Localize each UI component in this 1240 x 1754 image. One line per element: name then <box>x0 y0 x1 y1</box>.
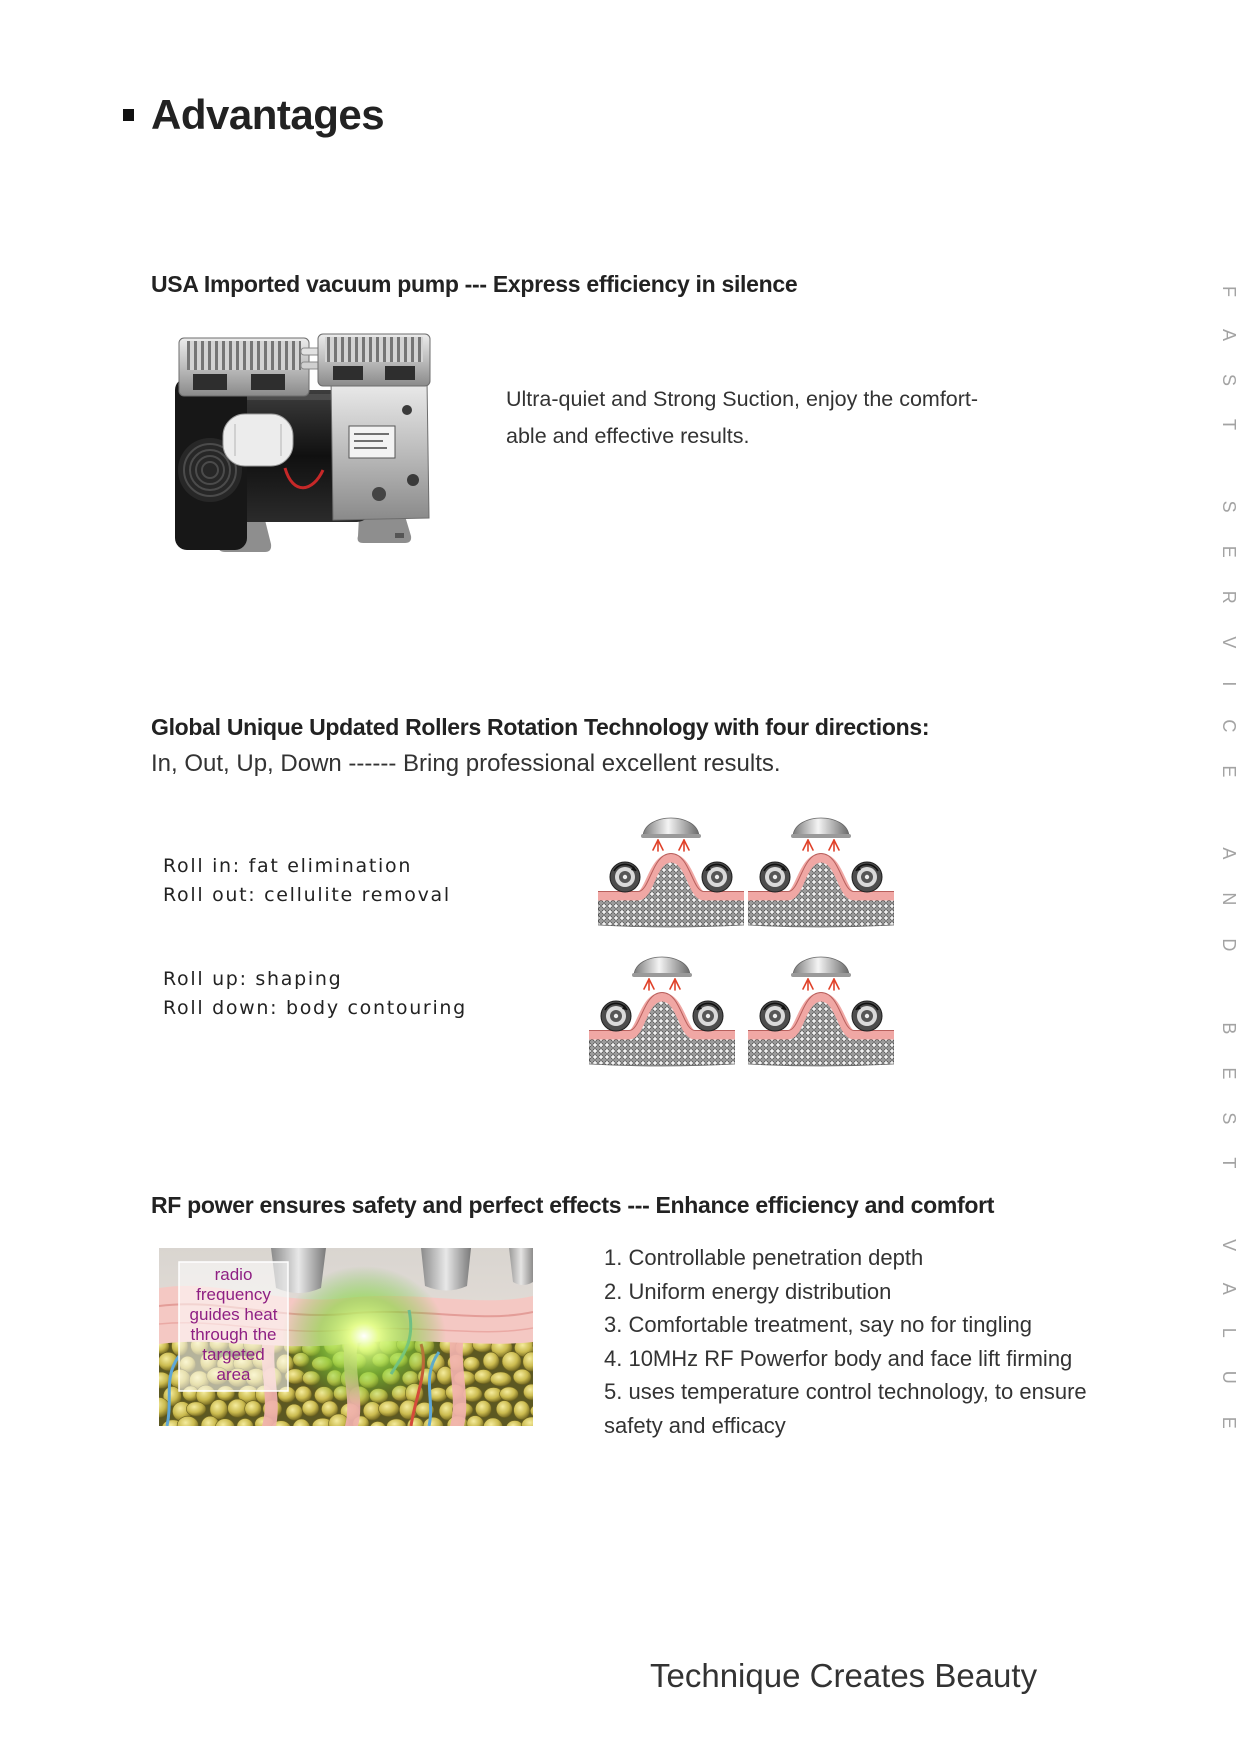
square-bullet-icon <box>123 109 134 121</box>
roll-mode-down: Roll down: body contouring <box>163 997 467 1019</box>
caption-line: through the <box>190 1325 277 1344</box>
capacitor <box>223 414 293 466</box>
pump-description-line: able and effective results. <box>506 424 750 448</box>
roller-diagram-3 <box>589 949 735 1068</box>
right-crankcase <box>331 380 429 520</box>
feature-item: 3. Comfortable treatment, say no for tingling <box>604 1312 1032 1337</box>
roller-diagram-2 <box>748 810 894 929</box>
fat-cell <box>513 1369 531 1384</box>
pump-description <box>506 381 978 455</box>
rollers-section-title: Global Unique Updated Rollers Rotation Technology with four directions: <box>151 714 930 740</box>
rf-feature-list <box>604 1241 1114 1442</box>
pump-section-title: USA Imported vacuum pump --- Express efficiency in silence <box>151 271 798 297</box>
fat-cell <box>286 1404 303 1420</box>
caption-line: frequency <box>196 1285 271 1304</box>
page-title: Advantages <box>151 91 385 138</box>
page-heading <box>123 89 384 141</box>
vacuum-pump-image <box>173 330 436 564</box>
fat-cell <box>474 1370 492 1384</box>
roll-mode-up: Roll up: shaping <box>163 968 343 990</box>
rf-section-title: RF power ensures safety and perfect effects --- Enhance efficiency and comfort <box>151 1192 995 1218</box>
rf-illustration <box>159 1248 533 1426</box>
roll-modes-group-1 <box>163 852 451 910</box>
roll-mode-in: Roll in: fat elimination <box>163 855 413 877</box>
rf-illustration-caption <box>179 1265 288 1385</box>
fat-cell <box>514 1401 530 1420</box>
fat-cell <box>463 1357 479 1371</box>
fat-cell <box>245 1401 262 1417</box>
pump-description-line: Ultra-quiet and Strong Suction, enjoy the comfort- <box>506 387 979 411</box>
roll-modes-group-2 <box>163 965 467 1023</box>
feature-item: 4. 10MHz RF Powerfor body and face lift firming <box>604 1345 1073 1371</box>
fat-cell <box>502 1352 521 1371</box>
side-banner: FAST SERVICE AND BEST VALUE <box>1219 286 1239 1462</box>
roller-diagram-4 <box>748 949 894 1068</box>
right-cylinder-head <box>318 334 430 386</box>
rollers-section-subtitle: In, Out, Up, Down ------ Bring professional excellent results. <box>151 750 781 777</box>
roll-mode-out: Roll out: cellulite removal <box>163 884 451 906</box>
fat-cell <box>490 1372 511 1386</box>
caption-line: guides heat <box>189 1305 278 1324</box>
fat-cell <box>186 1402 206 1416</box>
caption-line: targeted <box>202 1345 265 1364</box>
feature-item: 2. Uniform energy distribution <box>604 1278 892 1304</box>
caption-line: radio <box>214 1265 253 1284</box>
fat-cell <box>496 1401 512 1418</box>
fat-cell <box>500 1387 519 1401</box>
roller-diagram-1 <box>598 810 744 929</box>
fat-cell <box>483 1352 499 1370</box>
feature-item: 5. uses temperature control technology, to ensure safety and efficacy <box>604 1379 1087 1438</box>
feature-item: 1. Controllable penetration depth <box>604 1245 924 1270</box>
fat-cell <box>302 1400 319 1416</box>
footer-slogan: Technique Creates Beauty <box>650 1657 1038 1694</box>
caption-line: area <box>216 1365 251 1384</box>
fat-cell <box>475 1401 491 1418</box>
left-cylinder-head <box>179 338 309 396</box>
